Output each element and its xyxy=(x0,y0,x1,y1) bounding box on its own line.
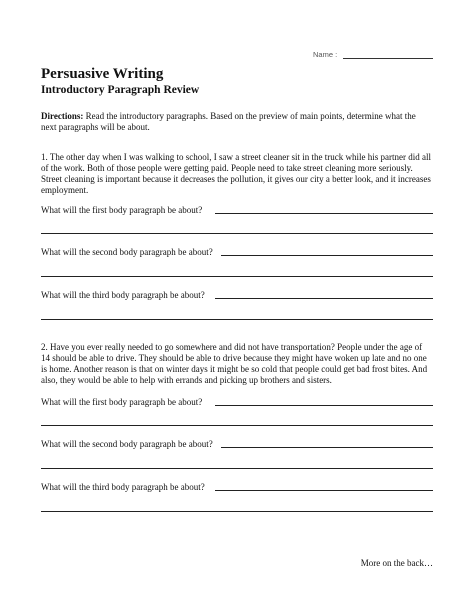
question-1-1 xyxy=(41,205,433,217)
answer-line[interactable] xyxy=(41,233,433,234)
directions-label: Directions: xyxy=(41,111,84,121)
page-subtitle: Introductory Paragraph Review xyxy=(41,84,200,96)
answer-line[interactable] xyxy=(41,425,433,426)
name-field xyxy=(313,50,433,62)
answer-line-inline[interactable] xyxy=(215,213,433,214)
answer-line-inline[interactable] xyxy=(215,405,433,406)
answer-line-inline[interactable] xyxy=(221,255,433,256)
name-answer-line[interactable] xyxy=(343,58,433,59)
page-title: Persuasive Writing xyxy=(41,66,164,82)
answer-line[interactable] xyxy=(41,276,433,277)
question-1-3 xyxy=(41,290,433,302)
question-1-2 xyxy=(41,247,433,259)
directions xyxy=(41,111,433,133)
passage-2: 2. Have you ever really needed to go somewhere and did not have transportation? People under the age of 14 should be able to drive. They should be able to drive because they might have woken up late and no one is home. Another reason is that on winter days it might be so cold that people could get bad frost bites. And also, they would be able to help with errands and picking up brothers and sisters. xyxy=(41,342,428,385)
passage-1: 1. The other day when I was walking to school, I saw a street cleaner sit in the truck while his partner did all of the work. Both of those people were getting paid. People need to take street cleaning more seriously. Street cleaning is important because it decreases the pollution, it gives our city a better look, and it increases employment. xyxy=(41,152,431,195)
question-text: What will the second body paragraph be about? xyxy=(41,439,213,449)
answer-line[interactable] xyxy=(41,468,433,469)
footer-note: More on the back… xyxy=(360,558,433,568)
question-text: What will the first body paragraph be about? xyxy=(41,205,203,215)
question-2-1 xyxy=(41,397,433,409)
answer-line[interactable] xyxy=(41,511,433,512)
question-2-3 xyxy=(41,482,433,494)
question-text: What will the first body paragraph be about? xyxy=(41,397,203,407)
answer-line-inline[interactable] xyxy=(221,447,433,448)
name-label: Name : xyxy=(313,50,338,59)
answer-line-inline[interactable] xyxy=(215,490,433,491)
question-text: What will the third body paragraph be about? xyxy=(41,482,205,492)
answer-line-inline[interactable] xyxy=(215,298,433,299)
question-2-2 xyxy=(41,439,433,451)
question-text: What will the second body paragraph be about? xyxy=(41,247,213,257)
question-text: What will the third body paragraph be about? xyxy=(41,290,205,300)
answer-line[interactable] xyxy=(41,319,433,320)
directions-text: Read the introductory paragraphs. Based on the preview of main points, determine what the next paragraphs will be about. xyxy=(41,111,416,132)
